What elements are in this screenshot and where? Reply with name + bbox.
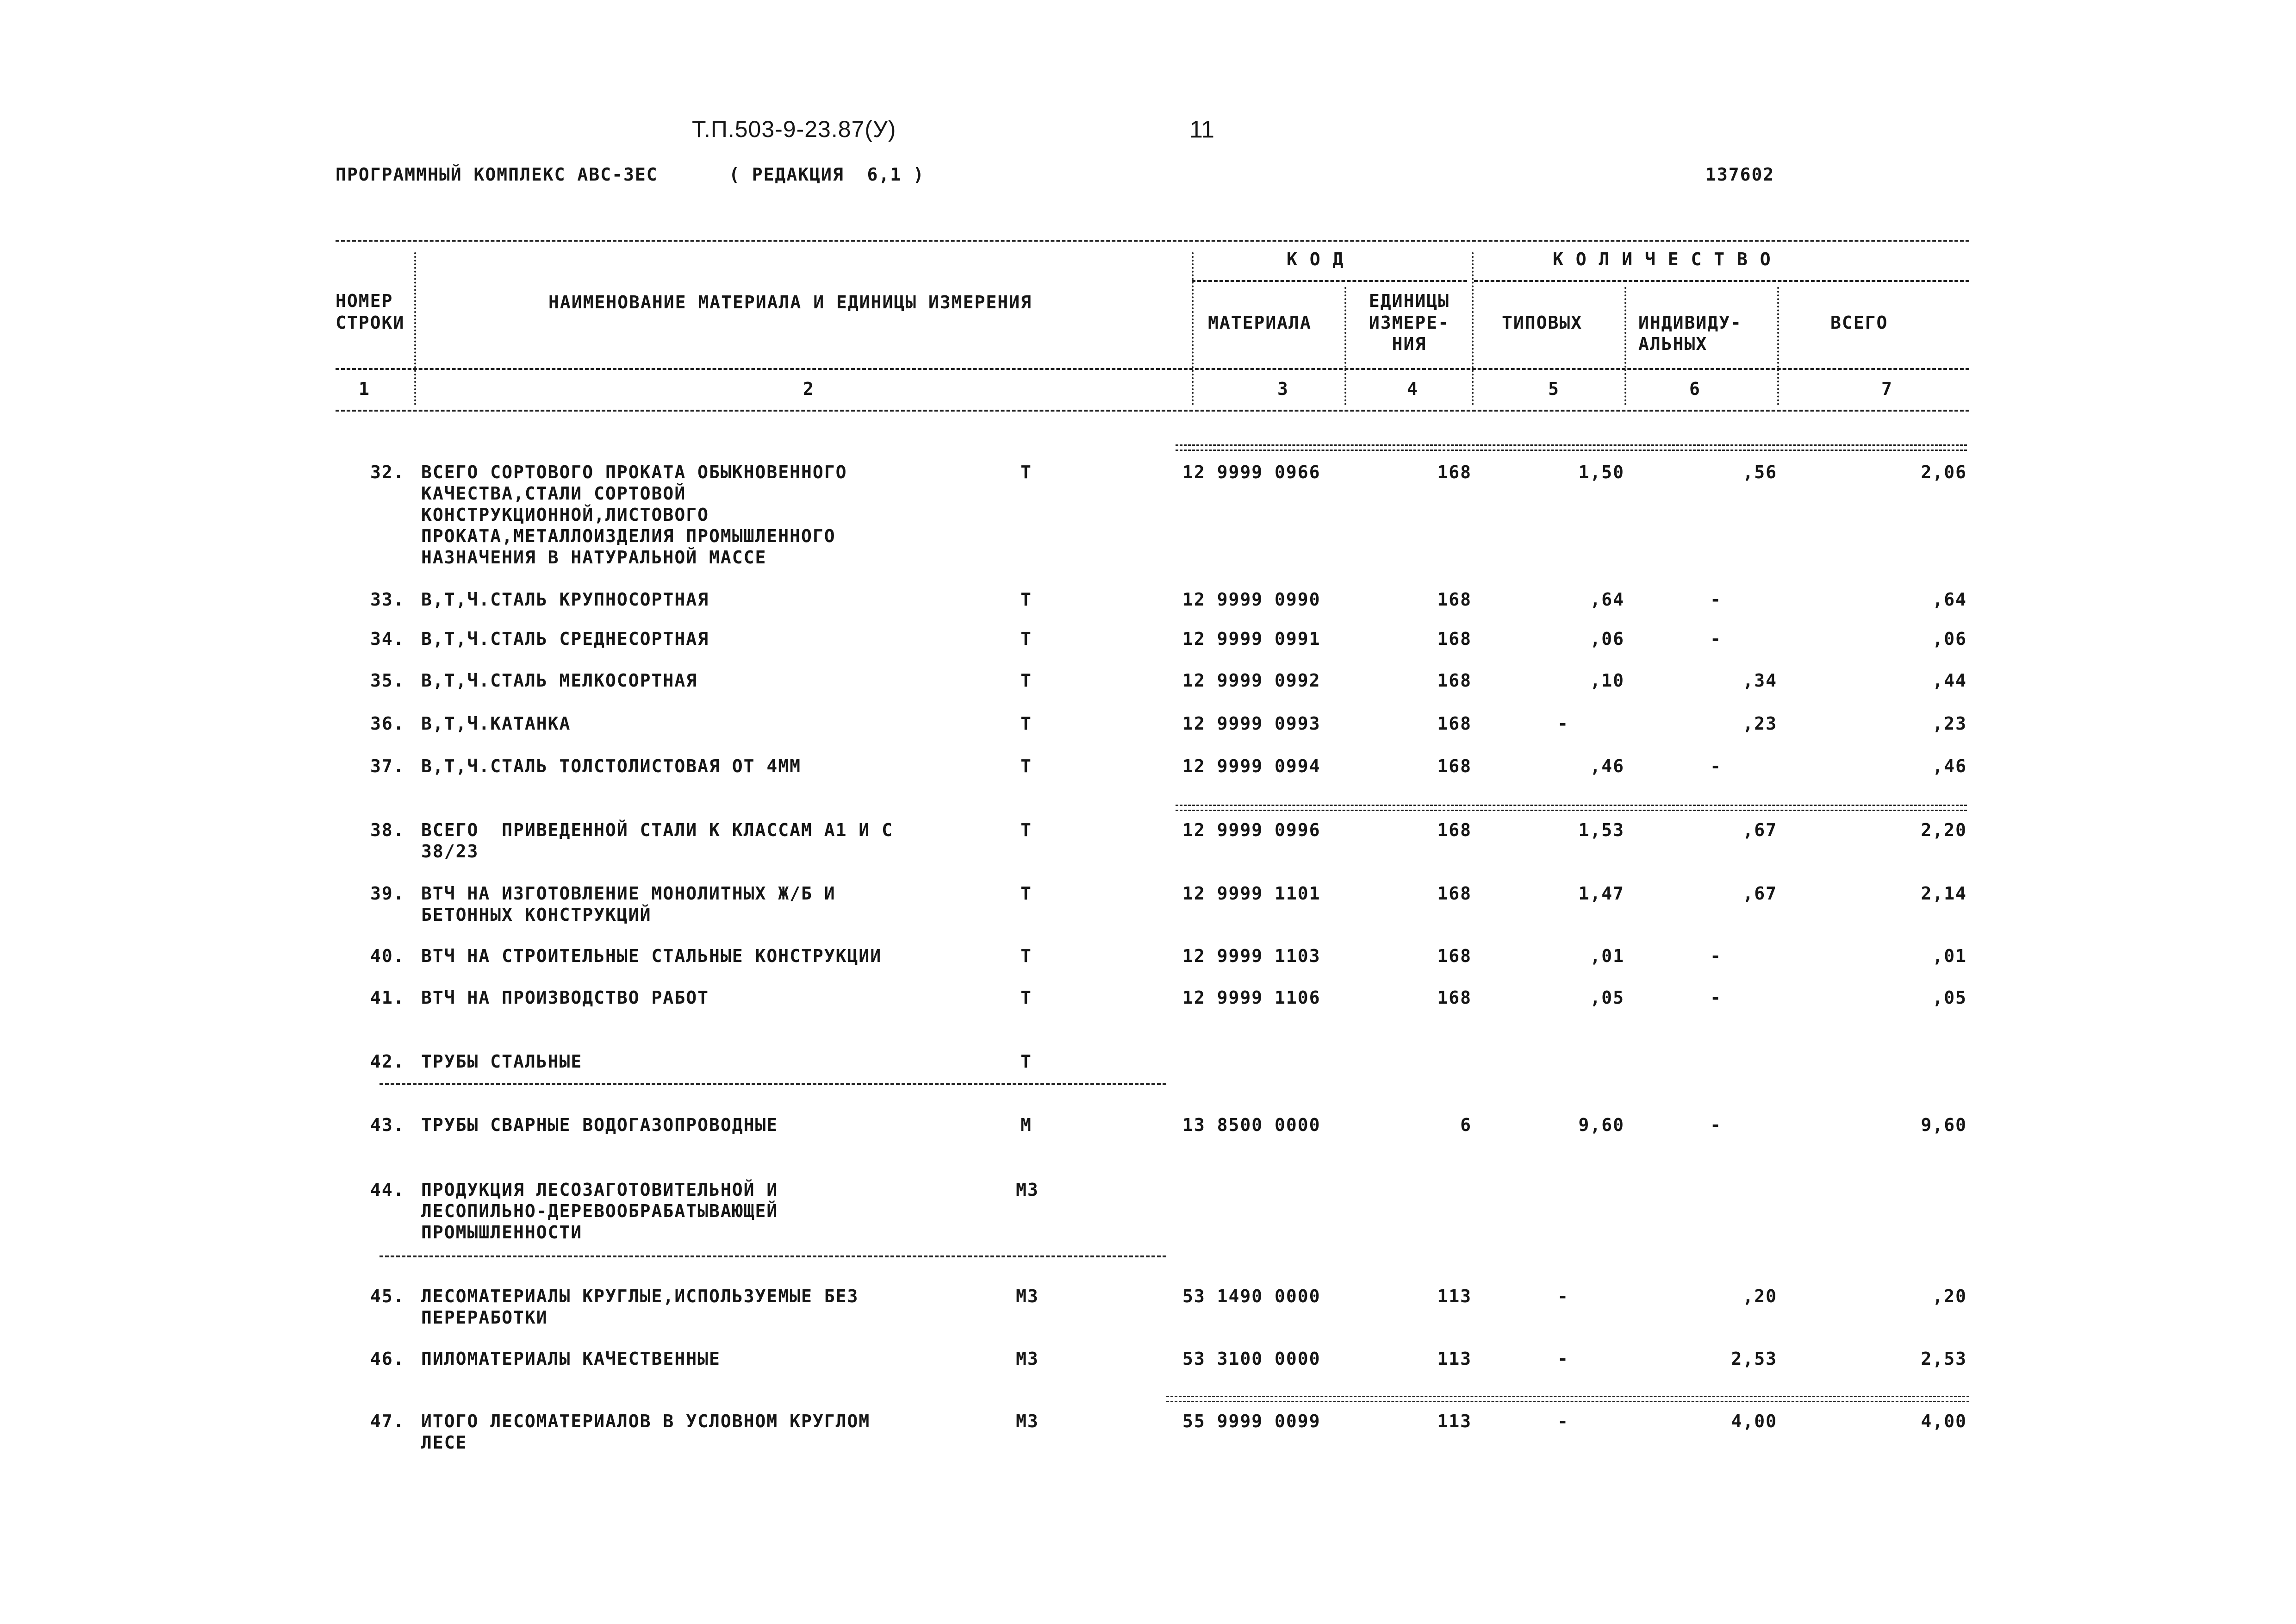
row-43-unit: М — [1020, 1115, 1032, 1135]
row-39-unit: Т — [1020, 883, 1032, 904]
row-32-name-5: НАЗНАЧЕНИЯ В НАТУРАЛЬНОЙ МАССЕ — [421, 547, 767, 568]
row-42-no: 42. — [370, 1051, 405, 1072]
row-35-individual: ,34 — [1742, 670, 1777, 691]
row-34-total: ,06 — [1932, 629, 1967, 649]
col-number-2: 2 — [803, 379, 815, 399]
row-38-unit: Т — [1020, 820, 1032, 840]
row-34-code: 12 9999 0991 — [1182, 629, 1321, 649]
row-32-name-4: ПРОКАТА,МЕТАЛЛОИЗДЕЛИЯ ПРОМЫШЛЕННОГО — [421, 526, 836, 546]
row-41-name-1: ВТЧ НА ПРОИЗВОДСТВО РАБОТ — [421, 987, 709, 1008]
row-36-name-1: В,Т,Ч.КАТАНКА — [421, 713, 571, 734]
row-38-no: 38. — [370, 820, 405, 840]
row-34-unit-code: 168 — [1437, 629, 1472, 649]
row-36-unit: Т — [1020, 713, 1032, 734]
row-36-unit-code: 168 — [1437, 713, 1472, 734]
subtotal-rule — [1166, 1396, 1969, 1402]
row-34-unit: Т — [1020, 629, 1032, 649]
row-43-unit-code: 6 — [1460, 1115, 1472, 1135]
row-38-name-2: 38/23 — [421, 841, 479, 862]
row-37-individual: - — [1710, 756, 1722, 776]
row-32-name-1: ВСЕГО СОРТОВОГО ПРОКАТА ОБЫКНОВЕННОГО — [421, 462, 847, 482]
row-37-name-1: В,Т,Ч.СТАЛЬ ТОЛСТОЛИСТОВАЯ ОТ 4ММ — [421, 756, 801, 776]
header-qty-typical: ТИПОВЫХ — [1502, 312, 1583, 333]
row-41-typical: ,05 — [1590, 987, 1624, 1008]
row-32-code: 12 9999 0966 — [1182, 462, 1321, 482]
document-id: 137602 — [1705, 164, 1775, 185]
row-41-code: 12 9999 1106 — [1182, 987, 1321, 1008]
row-34-no: 34. — [370, 629, 405, 649]
col-number-7: 7 — [1881, 379, 1893, 399]
row-32-individual: ,56 — [1742, 462, 1777, 482]
row-39-no: 39. — [370, 883, 405, 904]
row-35-total: ,44 — [1932, 670, 1967, 691]
header-qty-group: К О Л И Ч Е С Т В О — [1553, 249, 1772, 269]
row-37-no: 37. — [370, 756, 405, 776]
col-separator — [1192, 252, 1194, 405]
document-code: Т.П.503-9-23.87(У) — [692, 116, 896, 142]
row-40-individual: - — [1710, 946, 1722, 966]
row-47-individual: 4,00 — [1731, 1411, 1777, 1431]
row-44-no: 44. — [370, 1180, 405, 1200]
row-45-unit: М3 — [1016, 1286, 1039, 1306]
row-34-typical: ,06 — [1590, 629, 1624, 649]
row-37-total: ,46 — [1932, 756, 1967, 776]
row-38-name-1: ВСЕГО ПРИВЕДЕННОЙ СТАЛИ К КЛАССАМ А1 И С — [421, 820, 893, 840]
row-46-no: 46. — [370, 1349, 405, 1369]
row-41-individual: - — [1710, 987, 1722, 1008]
row-44-unit: М3 — [1016, 1180, 1039, 1200]
page-number: 11 — [1189, 116, 1214, 143]
row-40-total: ,01 — [1932, 946, 1967, 966]
header-row-no-1: НОМЕР — [336, 291, 393, 311]
row-33-typical: ,64 — [1590, 589, 1624, 610]
row-46-name-1: ПИЛОМАТЕРИАЛЫ КАЧЕСТВЕННЫЕ — [421, 1349, 721, 1369]
row-42-name-1: ТРУБЫ СТАЛЬНЫЕ — [421, 1051, 583, 1072]
subtotal-rule — [1176, 805, 1967, 811]
col-separator — [1344, 287, 1346, 405]
row-32-no: 32. — [370, 462, 405, 482]
row-33-total: ,64 — [1932, 589, 1967, 610]
header-code-unit-2: ИЗМЕРЕ- — [1369, 312, 1450, 333]
row-41-unit-code: 168 — [1437, 987, 1472, 1008]
header-code-material: МАТЕРИАЛА — [1208, 312, 1312, 333]
row-35-unit-code: 168 — [1437, 670, 1472, 691]
row-40-no: 40. — [370, 946, 405, 966]
row-39-code: 12 9999 1101 — [1182, 883, 1321, 904]
row-35-code: 12 9999 0992 — [1182, 670, 1321, 691]
row-32-name-3: КОНСТРУКЦИОННОЙ,ЛИСТОВОГО — [421, 505, 709, 525]
row-33-unit-code: 168 — [1437, 589, 1472, 610]
header-code-unit-3: НИЯ — [1392, 334, 1427, 354]
row-43-name-1: ТРУБЫ СВАРНЫЕ ВОДОГАЗОПРОВОДНЫЕ — [421, 1115, 778, 1135]
row-45-total: ,20 — [1932, 1286, 1967, 1306]
row-40-typical: ,01 — [1590, 946, 1624, 966]
row-36-no: 36. — [370, 713, 405, 734]
row-45-name-2: ПЕРЕРАБОТКИ — [421, 1307, 548, 1328]
row-35-name-1: В,Т,Ч.СТАЛЬ МЕЛКОСОРТНАЯ — [421, 670, 698, 691]
col-number-3: 3 — [1277, 379, 1289, 399]
row-47-code: 55 9999 0099 — [1182, 1411, 1321, 1431]
qty-group-rule — [1474, 280, 1969, 282]
row-40-name-1: ВТЧ НА СТРОИТЕЛЬНЫЕ СТАЛЬНЫЕ КОНСТРУКЦИИ — [421, 946, 882, 966]
row-39-typical: 1,47 — [1578, 883, 1624, 904]
row-40-code: 12 9999 1103 — [1182, 946, 1321, 966]
row-37-unit: Т — [1020, 756, 1032, 776]
col-number-4: 4 — [1407, 379, 1419, 399]
header-name: НАИМЕНОВАНИЕ МАТЕРИАЛА И ЕДИНИЦЫ ИЗМЕРЕНИЯ — [548, 292, 1032, 312]
row-45-typical: - — [1557, 1286, 1569, 1306]
col-separator — [1472, 252, 1474, 405]
row-40-unit: Т — [1020, 946, 1032, 966]
row-32-unit-code: 168 — [1437, 462, 1472, 482]
row-47-typical: - — [1557, 1411, 1569, 1431]
row-32-typical: 1,50 — [1578, 462, 1624, 482]
row-41-unit: Т — [1020, 987, 1032, 1008]
row-34-individual: - — [1710, 629, 1722, 649]
header-qty-total: ВСЕГО — [1830, 312, 1888, 333]
table-top-rule — [336, 240, 1969, 242]
row-46-unit-code: 113 — [1437, 1349, 1472, 1369]
row-36-typical: - — [1557, 713, 1569, 734]
row-45-no: 45. — [370, 1286, 405, 1306]
row-42-unit: Т — [1020, 1051, 1032, 1072]
row-43-no: 43. — [370, 1115, 405, 1135]
row-45-code: 53 1490 0000 — [1182, 1286, 1321, 1306]
row-46-individual: 2,53 — [1731, 1349, 1777, 1369]
col-numbers-rule — [336, 410, 1969, 412]
row-34-name-1: В,Т,Ч.СТАЛЬ СРЕДНЕСОРТНАЯ — [421, 629, 709, 649]
subtotal-rule — [1176, 444, 1967, 451]
col-number-5: 5 — [1548, 379, 1560, 399]
row-45-unit-code: 113 — [1437, 1286, 1472, 1306]
row-39-unit-code: 168 — [1437, 883, 1472, 904]
row-35-unit: Т — [1020, 670, 1032, 691]
row-46-typical: - — [1557, 1349, 1569, 1369]
row-33-individual: - — [1710, 589, 1722, 610]
row-38-typical: 1,53 — [1578, 820, 1624, 840]
row-47-no: 47. — [370, 1411, 405, 1431]
row-46-total: 2,53 — [1921, 1349, 1967, 1369]
row-44-name-3: ПРОМЫШЛЕННОСТИ — [421, 1222, 583, 1243]
row-40-unit-code: 168 — [1437, 946, 1472, 966]
row-35-typical: ,10 — [1590, 670, 1624, 691]
row-32-unit: Т — [1020, 462, 1032, 482]
row-47-total: 4,00 — [1921, 1411, 1967, 1431]
row-43-code: 13 8500 0000 — [1182, 1115, 1321, 1135]
row-32-name-2: КАЧЕСТВА,СТАЛИ СОРТОВОЙ — [421, 483, 686, 504]
code-group-rule — [1192, 280, 1467, 282]
row-46-unit: М3 — [1016, 1349, 1039, 1369]
row-41-no: 41. — [370, 987, 405, 1008]
row-38-total: 2,20 — [1921, 820, 1967, 840]
row-47-unit: М3 — [1016, 1411, 1039, 1431]
header-qty-individual-1: ИНДИВИДУ- — [1638, 312, 1742, 333]
header-code-unit-1: ЕДИНИЦЫ — [1369, 291, 1450, 311]
row-39-name-1: ВТЧ НА ИЗГОТОВЛЕНИЕ МОНОЛИТНЫХ Ж/Б И — [421, 883, 836, 904]
header-bottom-rule — [336, 368, 1969, 370]
row-44-name-1: ПРОДУКЦИЯ ЛЕСОЗАГОТОВИТЕЛЬНОЙ И — [421, 1180, 778, 1200]
row-33-no: 33. — [370, 589, 405, 610]
row-43-typical: 9,60 — [1578, 1115, 1624, 1135]
group-rule — [380, 1255, 1166, 1257]
col-number-6: 6 — [1689, 379, 1701, 399]
header-row-no-2: СТРОКИ — [336, 312, 405, 333]
row-36-individual: ,23 — [1742, 713, 1777, 734]
col-separator — [1777, 287, 1779, 405]
row-38-unit-code: 168 — [1437, 820, 1472, 840]
row-39-individual: ,67 — [1742, 883, 1777, 904]
row-45-individual: ,20 — [1742, 1286, 1777, 1306]
row-36-total: ,23 — [1932, 713, 1967, 734]
row-38-code: 12 9999 0996 — [1182, 820, 1321, 840]
row-33-unit: Т — [1020, 589, 1032, 610]
row-45-name-1: ЛЕСОМАТЕРИАЛЫ КРУГЛЫЕ,ИСПОЛЬЗУЕМЫЕ БЕЗ — [421, 1286, 859, 1306]
row-33-code: 12 9999 0990 — [1182, 589, 1321, 610]
row-37-typical: ,46 — [1590, 756, 1624, 776]
row-35-no: 35. — [370, 670, 405, 691]
row-37-code: 12 9999 0994 — [1182, 756, 1321, 776]
row-47-name-2: ЛЕСЕ — [421, 1432, 467, 1453]
col-separator — [1624, 287, 1626, 405]
col-number-1: 1 — [359, 379, 370, 399]
row-38-individual: ,67 — [1742, 820, 1777, 840]
row-44-name-2: ЛЕСОПИЛЬНО-ДЕРЕВООБРАБАТЫВАЮЩЕЙ — [421, 1201, 778, 1221]
row-39-total: 2,14 — [1921, 883, 1967, 904]
row-43-individual: - — [1710, 1115, 1722, 1135]
row-43-total: 9,60 — [1921, 1115, 1967, 1135]
header-qty-individual-2: АЛЬНЫХ — [1638, 334, 1708, 354]
group-rule — [380, 1083, 1166, 1085]
row-47-unit-code: 113 — [1437, 1411, 1472, 1431]
row-47-name-1: ИТОГО ЛЕСОМАТЕРИАЛОВ В УСЛОВНОМ КРУГЛОМ — [421, 1411, 871, 1431]
row-39-name-2: БЕТОННЫХ КОНСТРУКЦИЙ — [421, 905, 652, 925]
row-46-code: 53 3100 0000 — [1182, 1349, 1321, 1369]
row-37-unit-code: 168 — [1437, 756, 1472, 776]
program-name: ПРОГРАММНЫЙ КОМПЛЕКС АВС-ЗЕС — [336, 164, 658, 185]
row-33-name-1: В,Т,Ч.СТАЛЬ КРУПНОСОРТНАЯ — [421, 589, 709, 610]
row-32-total: 2,06 — [1921, 462, 1967, 482]
col-separator — [414, 252, 416, 405]
row-41-total: ,05 — [1932, 987, 1967, 1008]
row-36-code: 12 9999 0993 — [1182, 713, 1321, 734]
edition-label: ( РЕДАКЦИЯ 6,1 ) — [729, 164, 925, 185]
header-code-group: К О Д — [1287, 249, 1344, 269]
